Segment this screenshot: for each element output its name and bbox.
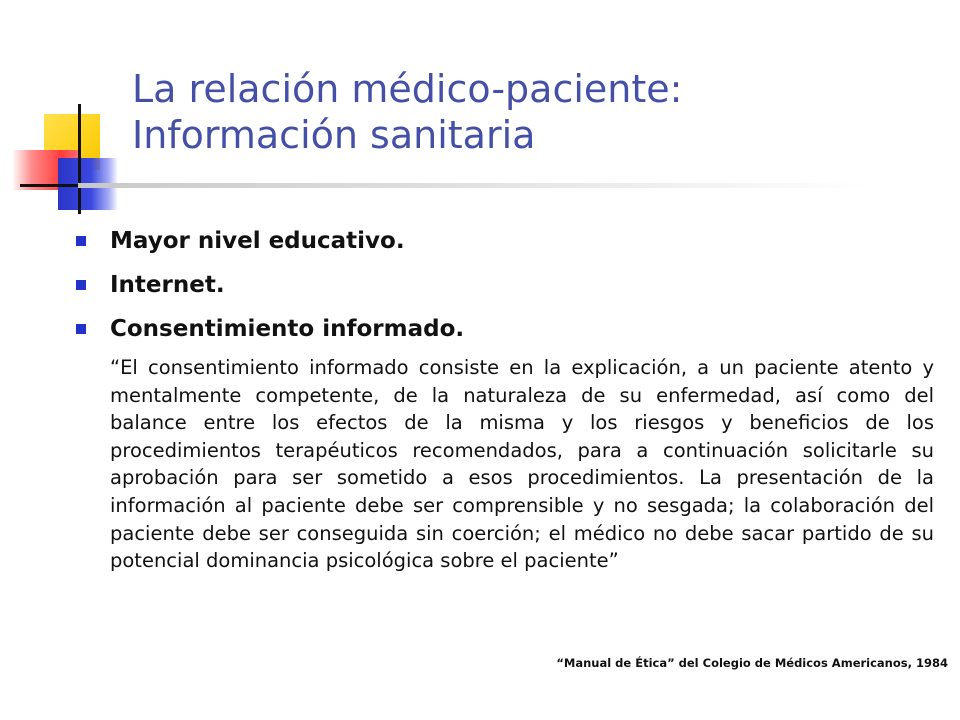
slide-title: [132, 66, 892, 158]
consent-quote: “El consentimiento informado consiste en la explicación, a un paciente atento y mentalmente competente, de la naturaleza de su enfermedad, así como del balance entre los efectos de la misma y los riesgos y beneficios de los procedimientos terapéuticos recomendados, para a continuación solicitarle su aprobación para ser sometido a esos procedimientos. La presentación de la información al paciente debe ser comprensible y no sesgada; la colaboración del paciente debe ser conseguida sin coerción; el médico no debe sacar partido de su potencial dominancia psicológica sobre el paciente”: [110, 356, 934, 573]
quote-source: “Manual de Ética” del Colegio de Médicos Americanos, 1984: [556, 656, 948, 670]
square-bullet-icon: [76, 324, 86, 334]
bullet-label: Mayor nivel educativo.: [110, 228, 405, 254]
title-underline: [78, 183, 868, 188]
slide-title-line-1: La relación médico-paciente:: [132, 67, 683, 111]
square-bullet-icon: [76, 236, 86, 246]
bullet-item: [76, 220, 936, 264]
bullet-item: [76, 264, 936, 308]
bullet-label: Internet.: [110, 272, 225, 298]
bullet-label: Consentimiento informado.: [110, 316, 465, 342]
bullet-list: [76, 220, 936, 352]
decorative-vertical-line: [78, 104, 81, 214]
bullet-item: [76, 308, 936, 352]
square-bullet-icon: [76, 280, 86, 290]
slide-title-line-2: Información sanitaria: [132, 113, 536, 157]
